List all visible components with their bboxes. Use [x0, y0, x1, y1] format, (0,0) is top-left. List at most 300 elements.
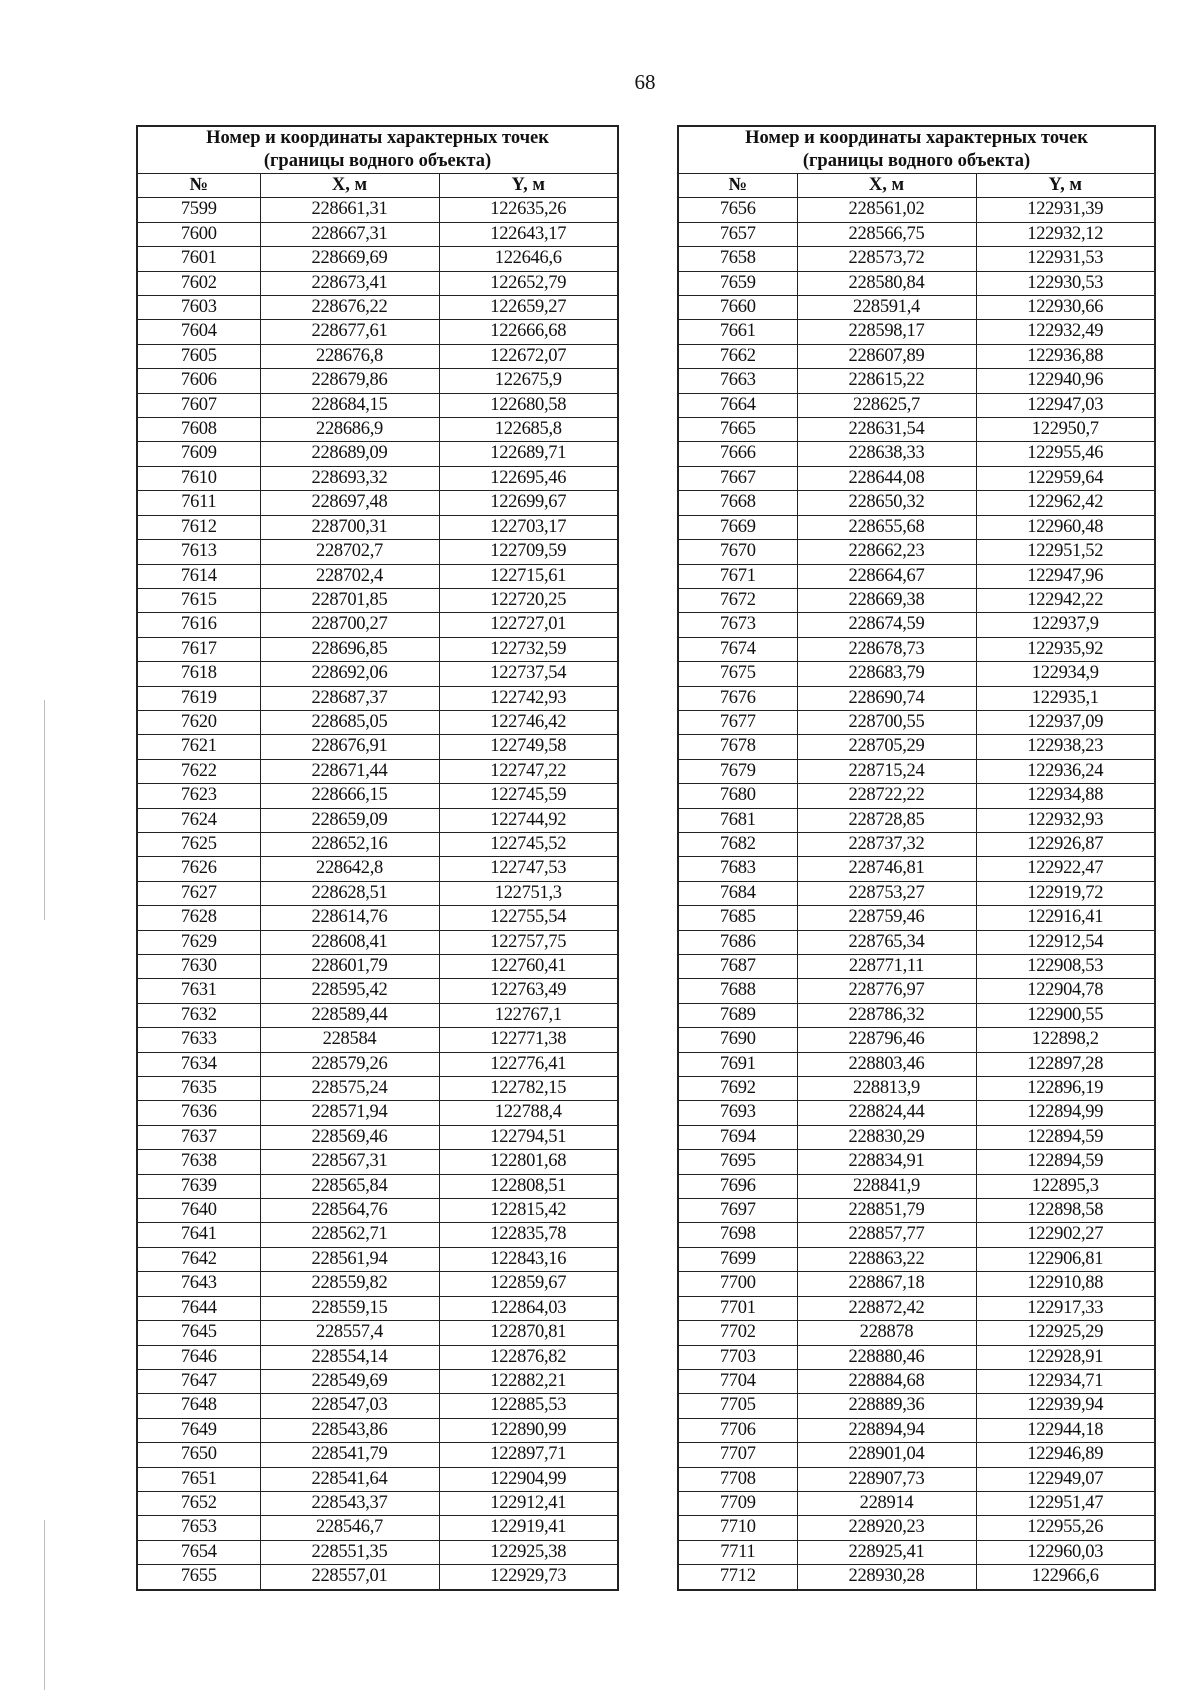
table-row [678, 710, 1155, 734]
y-coordinate-cell: 122944,18 [976, 1418, 1155, 1442]
x-coordinate-cell: 228546,7 [260, 1516, 439, 1540]
y-coordinate-cell: 122919,41 [439, 1516, 618, 1540]
x-coordinate-cell: 228702,7 [260, 540, 439, 564]
point-number-cell: 7607 [137, 393, 260, 417]
point-number-cell: 7599 [137, 198, 260, 222]
point-number-cell: 7701 [678, 1296, 797, 1320]
point-number-cell: 7664 [678, 393, 797, 417]
y-coordinate-cell: 122835,78 [439, 1223, 618, 1247]
y-coordinate-cell: 122937,9 [976, 613, 1155, 637]
table-row [678, 442, 1155, 466]
table-row [678, 540, 1155, 564]
x-coordinate-cell: 228722,22 [797, 784, 976, 808]
x-coordinate-cell: 228685,05 [260, 710, 439, 734]
table-row [678, 1028, 1155, 1052]
y-coordinate-cell: 122695,46 [439, 466, 618, 490]
y-coordinate-cell: 122689,71 [439, 442, 618, 466]
y-coordinate-cell: 122951,47 [976, 1491, 1155, 1515]
table-caption-line1: Номер и координаты характерных точек [206, 128, 549, 148]
point-number-cell: 7674 [678, 637, 797, 661]
table-row [137, 1540, 618, 1564]
table-row [137, 1467, 618, 1491]
y-coordinate-cell: 122916,41 [976, 906, 1155, 930]
table-row [137, 1491, 618, 1515]
x-coordinate-cell: 228765,34 [797, 930, 976, 954]
table-row [137, 1052, 618, 1076]
point-number-cell: 7659 [678, 271, 797, 295]
table-row [137, 1223, 618, 1247]
point-number-cell: 7625 [137, 832, 260, 856]
y-coordinate-cell: 122917,33 [976, 1296, 1155, 1320]
point-number-cell: 7683 [678, 857, 797, 881]
point-number-cell: 7649 [137, 1418, 260, 1442]
column-header-number: № [137, 174, 260, 198]
table-caption-line2: (границы водного объекта) [263, 151, 492, 171]
table-body-right [678, 198, 1155, 1590]
table-row [678, 1394, 1155, 1418]
x-coordinate-cell: 228666,15 [260, 784, 439, 808]
table-row [678, 247, 1155, 271]
point-number-cell: 7678 [678, 735, 797, 759]
point-number-cell: 7635 [137, 1077, 260, 1101]
table-row [137, 1101, 618, 1125]
point-number-cell: 7708 [678, 1467, 797, 1491]
table-row [137, 662, 618, 686]
point-number-cell: 7662 [678, 344, 797, 368]
y-coordinate-cell: 122898,58 [976, 1199, 1155, 1223]
x-coordinate-cell: 228746,81 [797, 857, 976, 881]
table-row [137, 222, 618, 246]
point-number-cell: 7636 [137, 1101, 260, 1125]
point-number-cell: 7615 [137, 588, 260, 612]
y-coordinate-cell: 122788,4 [439, 1101, 618, 1125]
x-coordinate-cell: 228566,75 [797, 222, 976, 246]
x-coordinate-cell: 228889,36 [797, 1394, 976, 1418]
x-coordinate-cell: 228564,76 [260, 1199, 439, 1223]
point-number-cell: 7663 [678, 369, 797, 393]
x-coordinate-cell: 228655,68 [797, 515, 976, 539]
y-coordinate-cell: 122672,07 [439, 344, 618, 368]
y-coordinate-cell: 122936,88 [976, 344, 1155, 368]
table-row [678, 369, 1155, 393]
point-number-cell: 7676 [678, 686, 797, 710]
y-coordinate-cell: 122746,42 [439, 710, 618, 734]
y-coordinate-cell: 122747,22 [439, 759, 618, 783]
x-coordinate-cell: 228796,46 [797, 1028, 976, 1052]
y-coordinate-cell: 122720,25 [439, 588, 618, 612]
x-coordinate-cell: 228591,4 [797, 296, 976, 320]
y-coordinate-cell: 122919,72 [976, 881, 1155, 905]
y-coordinate-cell: 122937,09 [976, 710, 1155, 734]
y-coordinate-cell: 122760,41 [439, 955, 618, 979]
point-number-cell: 7652 [137, 1491, 260, 1515]
point-number-cell: 7603 [137, 296, 260, 320]
table-row [678, 1418, 1155, 1442]
y-coordinate-cell: 122742,93 [439, 686, 618, 710]
table-row [137, 1125, 618, 1149]
y-coordinate-cell: 122894,59 [976, 1150, 1155, 1174]
point-number-cell: 7629 [137, 930, 260, 954]
y-coordinate-cell: 122896,19 [976, 1077, 1155, 1101]
scan-margin-line [44, 700, 45, 920]
table-row [678, 1174, 1155, 1198]
table-row [678, 320, 1155, 344]
point-number-cell: 7640 [137, 1199, 260, 1223]
x-coordinate-cell: 228884,68 [797, 1369, 976, 1393]
x-coordinate-cell: 228700,55 [797, 710, 976, 734]
point-number-cell: 7696 [678, 1174, 797, 1198]
y-coordinate-cell: 122942,22 [976, 588, 1155, 612]
y-coordinate-cell: 122747,53 [439, 857, 618, 881]
point-number-cell: 7685 [678, 906, 797, 930]
x-coordinate-cell: 228687,37 [260, 686, 439, 710]
y-coordinate-cell: 122680,58 [439, 393, 618, 417]
x-coordinate-cell: 228569,46 [260, 1125, 439, 1149]
x-coordinate-cell: 228579,26 [260, 1052, 439, 1076]
y-coordinate-cell: 122936,24 [976, 759, 1155, 783]
y-coordinate-cell: 122727,01 [439, 613, 618, 637]
point-number-cell: 7601 [137, 247, 260, 271]
column-header-x: X, м [797, 174, 976, 198]
table-row [137, 588, 618, 612]
x-coordinate-cell: 228628,51 [260, 881, 439, 905]
x-coordinate-cell: 228662,23 [797, 540, 976, 564]
table-row [137, 247, 618, 271]
x-coordinate-cell: 228867,18 [797, 1272, 976, 1296]
table-row [137, 564, 618, 588]
point-number-cell: 7626 [137, 857, 260, 881]
point-number-cell: 7632 [137, 1003, 260, 1027]
table-row [137, 930, 618, 954]
x-coordinate-cell: 228786,32 [797, 1003, 976, 1027]
point-number-cell: 7682 [678, 832, 797, 856]
x-coordinate-cell: 228705,29 [797, 735, 976, 759]
x-coordinate-cell: 228575,24 [260, 1077, 439, 1101]
table-body-left [137, 198, 618, 1590]
y-coordinate-cell: 122955,26 [976, 1516, 1155, 1540]
y-coordinate-cell: 122897,28 [976, 1052, 1155, 1076]
x-coordinate-cell: 228567,31 [260, 1150, 439, 1174]
x-coordinate-cell: 228686,9 [260, 418, 439, 442]
x-coordinate-cell: 228737,32 [797, 832, 976, 856]
table-row [678, 1125, 1155, 1149]
table-row [678, 1199, 1155, 1223]
point-number-cell: 7665 [678, 418, 797, 442]
point-number-cell: 7656 [678, 198, 797, 222]
y-coordinate-cell: 122894,99 [976, 1101, 1155, 1125]
x-coordinate-cell: 228696,85 [260, 637, 439, 661]
column-header-y: Y, м [976, 174, 1155, 198]
y-coordinate-cell: 122815,42 [439, 1199, 618, 1223]
x-coordinate-cell: 228595,42 [260, 979, 439, 1003]
y-coordinate-cell: 122966,6 [976, 1565, 1155, 1590]
y-coordinate-cell: 122930,53 [976, 271, 1155, 295]
x-coordinate-cell: 228803,46 [797, 1052, 976, 1076]
point-number-cell: 7687 [678, 955, 797, 979]
table-caption-line1: Номер и координаты характерных точек [745, 128, 1088, 148]
table-row [137, 1077, 618, 1101]
point-number-cell: 7710 [678, 1516, 797, 1540]
x-coordinate-cell: 228697,48 [260, 491, 439, 515]
y-coordinate-cell: 122908,53 [976, 955, 1155, 979]
point-number-cell: 7617 [137, 637, 260, 661]
point-number-cell: 7691 [678, 1052, 797, 1076]
x-coordinate-cell: 228543,86 [260, 1418, 439, 1442]
table-row [678, 515, 1155, 539]
point-number-cell: 7622 [137, 759, 260, 783]
x-coordinate-cell: 228771,11 [797, 955, 976, 979]
y-coordinate-cell: 122940,96 [976, 369, 1155, 393]
table-row [137, 418, 618, 442]
point-number-cell: 7623 [137, 784, 260, 808]
x-coordinate-cell: 228551,35 [260, 1540, 439, 1564]
coordinates-table-right [677, 125, 1156, 1591]
x-coordinate-cell: 228547,03 [260, 1394, 439, 1418]
point-number-cell: 7624 [137, 808, 260, 832]
y-coordinate-cell: 122897,71 [439, 1443, 618, 1467]
point-number-cell: 7686 [678, 930, 797, 954]
y-coordinate-cell: 122709,59 [439, 540, 618, 564]
table-row [678, 881, 1155, 905]
table-row [678, 808, 1155, 832]
x-coordinate-cell: 228715,24 [797, 759, 976, 783]
point-number-cell: 7660 [678, 296, 797, 320]
x-coordinate-cell: 228700,31 [260, 515, 439, 539]
point-number-cell: 7680 [678, 784, 797, 808]
point-number-cell: 7654 [137, 1540, 260, 1564]
y-coordinate-cell: 122652,79 [439, 271, 618, 295]
x-coordinate-cell: 228549,69 [260, 1369, 439, 1393]
point-number-cell: 7658 [678, 247, 797, 271]
x-coordinate-cell: 228659,09 [260, 808, 439, 832]
table-row [137, 491, 618, 515]
point-number-cell: 7693 [678, 1101, 797, 1125]
y-coordinate-cell: 122950,7 [976, 418, 1155, 442]
table-row [678, 1150, 1155, 1174]
y-coordinate-cell: 122898,2 [976, 1028, 1155, 1052]
table-row [137, 735, 618, 759]
x-coordinate-cell: 228813,9 [797, 1077, 976, 1101]
table-row [137, 710, 618, 734]
table-row [678, 832, 1155, 856]
point-number-cell: 7646 [137, 1345, 260, 1369]
y-coordinate-cell: 122910,88 [976, 1272, 1155, 1296]
point-number-cell: 7668 [678, 491, 797, 515]
point-number-cell: 7707 [678, 1443, 797, 1467]
y-coordinate-cell: 122939,94 [976, 1394, 1155, 1418]
y-coordinate-cell: 122925,29 [976, 1321, 1155, 1345]
x-coordinate-cell: 228920,23 [797, 1516, 976, 1540]
y-coordinate-cell: 122926,87 [976, 832, 1155, 856]
y-coordinate-cell: 122960,03 [976, 1540, 1155, 1564]
x-coordinate-cell: 228690,74 [797, 686, 976, 710]
point-number-cell: 7600 [137, 222, 260, 246]
y-coordinate-cell: 122947,03 [976, 393, 1155, 417]
y-coordinate-cell: 122732,59 [439, 637, 618, 661]
table-row [137, 1394, 618, 1418]
table-caption [678, 126, 1155, 174]
x-coordinate-cell: 228689,09 [260, 442, 439, 466]
y-coordinate-cell: 122900,55 [976, 1003, 1155, 1027]
table-row [678, 1223, 1155, 1247]
table-row [137, 442, 618, 466]
table-row [678, 1247, 1155, 1271]
x-coordinate-cell: 228598,17 [797, 320, 976, 344]
point-number-cell: 7684 [678, 881, 797, 905]
table-row [678, 686, 1155, 710]
table-row [137, 808, 618, 832]
y-coordinate-cell: 122675,9 [439, 369, 618, 393]
table-row [137, 369, 618, 393]
y-coordinate-cell: 122912,54 [976, 930, 1155, 954]
table-row [137, 271, 618, 295]
point-number-cell: 7650 [137, 1443, 260, 1467]
point-number-cell: 7638 [137, 1150, 260, 1174]
table-row [137, 540, 618, 564]
table-row [678, 784, 1155, 808]
point-number-cell: 7675 [678, 662, 797, 686]
point-number-cell: 7673 [678, 613, 797, 637]
table-row [137, 1174, 618, 1198]
point-number-cell: 7628 [137, 906, 260, 930]
point-number-cell: 7648 [137, 1394, 260, 1418]
y-coordinate-cell: 122843,16 [439, 1247, 618, 1271]
point-number-cell: 7705 [678, 1394, 797, 1418]
point-number-cell: 7618 [137, 662, 260, 686]
y-coordinate-cell: 122763,49 [439, 979, 618, 1003]
table-row [137, 1369, 618, 1393]
x-coordinate-cell: 228561,02 [797, 198, 976, 222]
y-coordinate-cell: 122771,38 [439, 1028, 618, 1052]
table-row [678, 466, 1155, 490]
point-number-cell: 7698 [678, 1223, 797, 1247]
point-number-cell: 7647 [137, 1369, 260, 1393]
y-coordinate-cell: 122715,61 [439, 564, 618, 588]
table-row [678, 1565, 1155, 1590]
point-number-cell: 7602 [137, 271, 260, 295]
table-row [137, 515, 618, 539]
y-coordinate-cell: 122938,23 [976, 735, 1155, 759]
y-coordinate-cell: 122904,99 [439, 1467, 618, 1491]
y-coordinate-cell: 122902,27 [976, 1223, 1155, 1247]
y-coordinate-cell: 122659,27 [439, 296, 618, 320]
point-number-cell: 7604 [137, 320, 260, 344]
x-coordinate-cell: 228692,06 [260, 662, 439, 686]
table-row [678, 613, 1155, 637]
y-coordinate-cell: 122932,49 [976, 320, 1155, 344]
y-coordinate-cell: 122876,82 [439, 1345, 618, 1369]
table-row [678, 344, 1155, 368]
y-coordinate-cell: 122922,47 [976, 857, 1155, 881]
y-coordinate-cell: 122749,58 [439, 735, 618, 759]
x-coordinate-cell: 228676,22 [260, 296, 439, 320]
table-row [678, 564, 1155, 588]
x-coordinate-cell: 228863,22 [797, 1247, 976, 1271]
y-coordinate-cell: 122776,41 [439, 1052, 618, 1076]
y-coordinate-cell: 122859,67 [439, 1272, 618, 1296]
x-coordinate-cell: 228701,85 [260, 588, 439, 612]
x-coordinate-cell: 228625,7 [797, 393, 976, 417]
table-row [137, 1516, 618, 1540]
point-number-cell: 7608 [137, 418, 260, 442]
point-number-cell: 7641 [137, 1223, 260, 1247]
point-number-cell: 7639 [137, 1174, 260, 1198]
table-row [678, 662, 1155, 686]
x-coordinate-cell: 228615,22 [797, 369, 976, 393]
point-number-cell: 7610 [137, 466, 260, 490]
table-row [137, 320, 618, 344]
y-coordinate-cell: 122929,73 [439, 1565, 618, 1590]
x-coordinate-cell: 228650,32 [797, 491, 976, 515]
y-coordinate-cell: 122870,81 [439, 1321, 618, 1345]
x-coordinate-cell: 228907,73 [797, 1467, 976, 1491]
table-row [137, 686, 618, 710]
point-number-cell: 7667 [678, 466, 797, 490]
x-coordinate-cell: 228669,38 [797, 588, 976, 612]
y-coordinate-cell: 122946,89 [976, 1443, 1155, 1467]
point-number-cell: 7651 [137, 1467, 260, 1491]
table-row [678, 1003, 1155, 1027]
x-coordinate-cell: 228601,79 [260, 955, 439, 979]
y-coordinate-cell: 122932,93 [976, 808, 1155, 832]
point-number-cell: 7666 [678, 442, 797, 466]
table-row [137, 1321, 618, 1345]
table-row [678, 1369, 1155, 1393]
x-coordinate-cell: 228664,67 [797, 564, 976, 588]
point-number-cell: 7609 [137, 442, 260, 466]
table-row [678, 393, 1155, 417]
point-number-cell: 7644 [137, 1296, 260, 1320]
x-coordinate-cell: 228557,01 [260, 1565, 439, 1590]
y-coordinate-cell: 122894,59 [976, 1125, 1155, 1149]
point-number-cell: 7637 [137, 1125, 260, 1149]
point-number-cell: 7709 [678, 1491, 797, 1515]
y-coordinate-cell: 122955,46 [976, 442, 1155, 466]
y-coordinate-cell: 122932,12 [976, 222, 1155, 246]
y-coordinate-cell: 122895,3 [976, 1174, 1155, 1198]
table-row [678, 1516, 1155, 1540]
point-number-cell: 7704 [678, 1369, 797, 1393]
y-coordinate-cell: 122934,9 [976, 662, 1155, 686]
x-coordinate-cell: 228671,44 [260, 759, 439, 783]
x-coordinate-cell: 228759,46 [797, 906, 976, 930]
x-coordinate-cell: 228679,86 [260, 369, 439, 393]
x-coordinate-cell: 228834,91 [797, 1150, 976, 1174]
table-row [137, 1272, 618, 1296]
x-coordinate-cell: 228674,59 [797, 613, 976, 637]
x-coordinate-cell: 228776,97 [797, 979, 976, 1003]
point-number-cell: 7690 [678, 1028, 797, 1052]
y-coordinate-cell: 122643,17 [439, 222, 618, 246]
point-number-cell: 7643 [137, 1272, 260, 1296]
y-coordinate-cell: 122755,54 [439, 906, 618, 930]
y-coordinate-cell: 122906,81 [976, 1247, 1155, 1271]
table-row [137, 1443, 618, 1467]
table-row [137, 393, 618, 417]
x-coordinate-cell: 228841,9 [797, 1174, 976, 1198]
x-coordinate-cell: 228728,85 [797, 808, 976, 832]
y-coordinate-cell: 122757,75 [439, 930, 618, 954]
x-coordinate-cell: 228554,14 [260, 1345, 439, 1369]
point-number-cell: 7612 [137, 515, 260, 539]
table-row [137, 759, 618, 783]
x-coordinate-cell: 228589,44 [260, 1003, 439, 1027]
y-coordinate-cell: 122904,78 [976, 979, 1155, 1003]
y-coordinate-cell: 122864,03 [439, 1296, 618, 1320]
point-number-cell: 7613 [137, 540, 260, 564]
x-coordinate-cell: 228644,08 [797, 466, 976, 490]
point-number-cell: 7621 [137, 735, 260, 759]
